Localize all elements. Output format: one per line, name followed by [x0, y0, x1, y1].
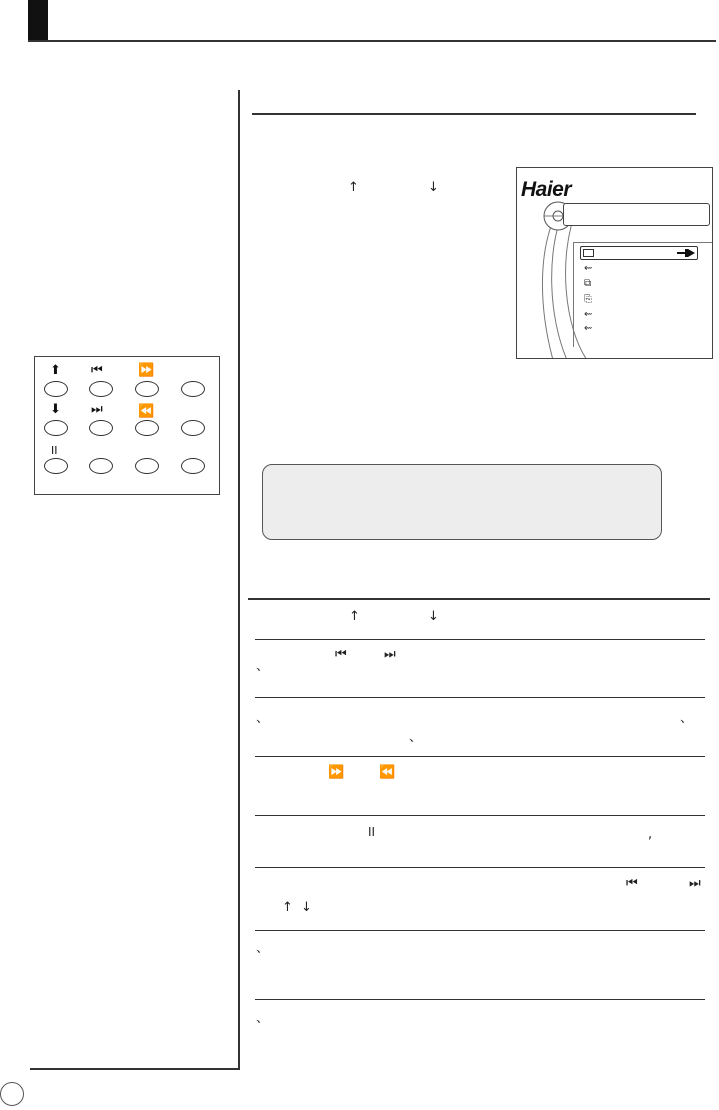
- note-box: [262, 464, 662, 540]
- row5-comma: ,: [648, 827, 653, 842]
- remote-button-next[interactable]: [89, 420, 113, 436]
- remote-button-blank-5[interactable]: [181, 458, 205, 474]
- row4-ff-icon: ⏩: [328, 765, 345, 780]
- header-black-tab: [28, 0, 48, 41]
- brand-logo: Haier: [521, 178, 572, 201]
- remote-button-blank-1[interactable]: [181, 381, 205, 397]
- remote-button-up[interactable]: [44, 381, 68, 397]
- remote-button-down[interactable]: [44, 420, 68, 436]
- row8-enum-mark: 、: [256, 1011, 270, 1026]
- table-row-rule: [255, 639, 705, 640]
- section-title-rule: [252, 113, 696, 115]
- table-row-rule: [255, 697, 705, 698]
- table-top-rule: [248, 598, 710, 600]
- menu-item-icon: ⇜: [584, 309, 593, 320]
- remote-button-prev[interactable]: [89, 381, 113, 397]
- row7-enum-mark: 、: [256, 941, 270, 956]
- table-row-rule: [255, 815, 705, 816]
- remote-button-rew[interactable]: [135, 420, 159, 436]
- down-arrow-icon: ⬇: [50, 402, 61, 417]
- row5-pause-icon: II: [368, 825, 376, 839]
- menu-item-icon: ⇜: [584, 323, 593, 334]
- menu-item-icon: [583, 249, 594, 257]
- menu-item-icon: ⧉: [584, 278, 592, 289]
- up-arrow-icon: ⬆: [50, 363, 61, 378]
- table-row-rule: [255, 756, 705, 757]
- prev-track-icon: ⏮: [91, 363, 103, 378]
- row3-enum-mark-3: 、: [409, 730, 423, 745]
- osd-title-bar: [563, 203, 710, 226]
- column-divider: [238, 90, 240, 1070]
- footer-rule: [30, 1068, 240, 1070]
- row6-down-arrow: ↓: [301, 900, 312, 915]
- row6-prev-icon: ⏮: [626, 876, 638, 891]
- remote-button-blank-2[interactable]: [181, 420, 205, 436]
- rewind-icon: ⏪: [138, 404, 155, 419]
- table-row-rule: [255, 930, 705, 931]
- arrow-right-icon: [677, 249, 695, 257]
- remote-button-blank-3[interactable]: [89, 458, 113, 474]
- row6-up-arrow: ↑: [282, 900, 293, 915]
- next-track-icon: ⏭: [91, 402, 103, 417]
- remote-button-ff[interactable]: [135, 381, 159, 397]
- row1-down-arrow: ↓: [428, 609, 439, 624]
- table-row-rule: [255, 999, 705, 1000]
- row3-enum-mark: 、: [256, 711, 270, 726]
- row6-next-icon: ⏭: [689, 876, 701, 891]
- menu-item-icon: ⇜: [584, 263, 593, 274]
- remote-button-pause[interactable]: [44, 458, 68, 474]
- remote-button-blank-4[interactable]: [135, 458, 159, 474]
- pause-icon: II: [51, 444, 58, 457]
- table-row-rule: [255, 867, 705, 868]
- intro-up-arrow: ↑: [348, 180, 359, 195]
- row3-enum-mark-2: 、: [680, 711, 694, 726]
- osd-menu-screen: [516, 167, 713, 359]
- fast-forward-icon: ⏩: [138, 363, 155, 378]
- page-number-circle: [0, 1082, 24, 1106]
- row1-up-arrow: ↑: [349, 609, 360, 624]
- row2-enum-mark: 、: [256, 659, 270, 674]
- row2-next-icon: ⏭: [384, 647, 396, 662]
- row4-rew-icon: ⏪: [379, 765, 396, 780]
- header-rule: [28, 40, 716, 42]
- row2-prev-icon: ⏮: [335, 647, 347, 662]
- intro-down-arrow: ↓: [428, 180, 439, 195]
- menu-item-icon: ⎘: [584, 294, 592, 305]
